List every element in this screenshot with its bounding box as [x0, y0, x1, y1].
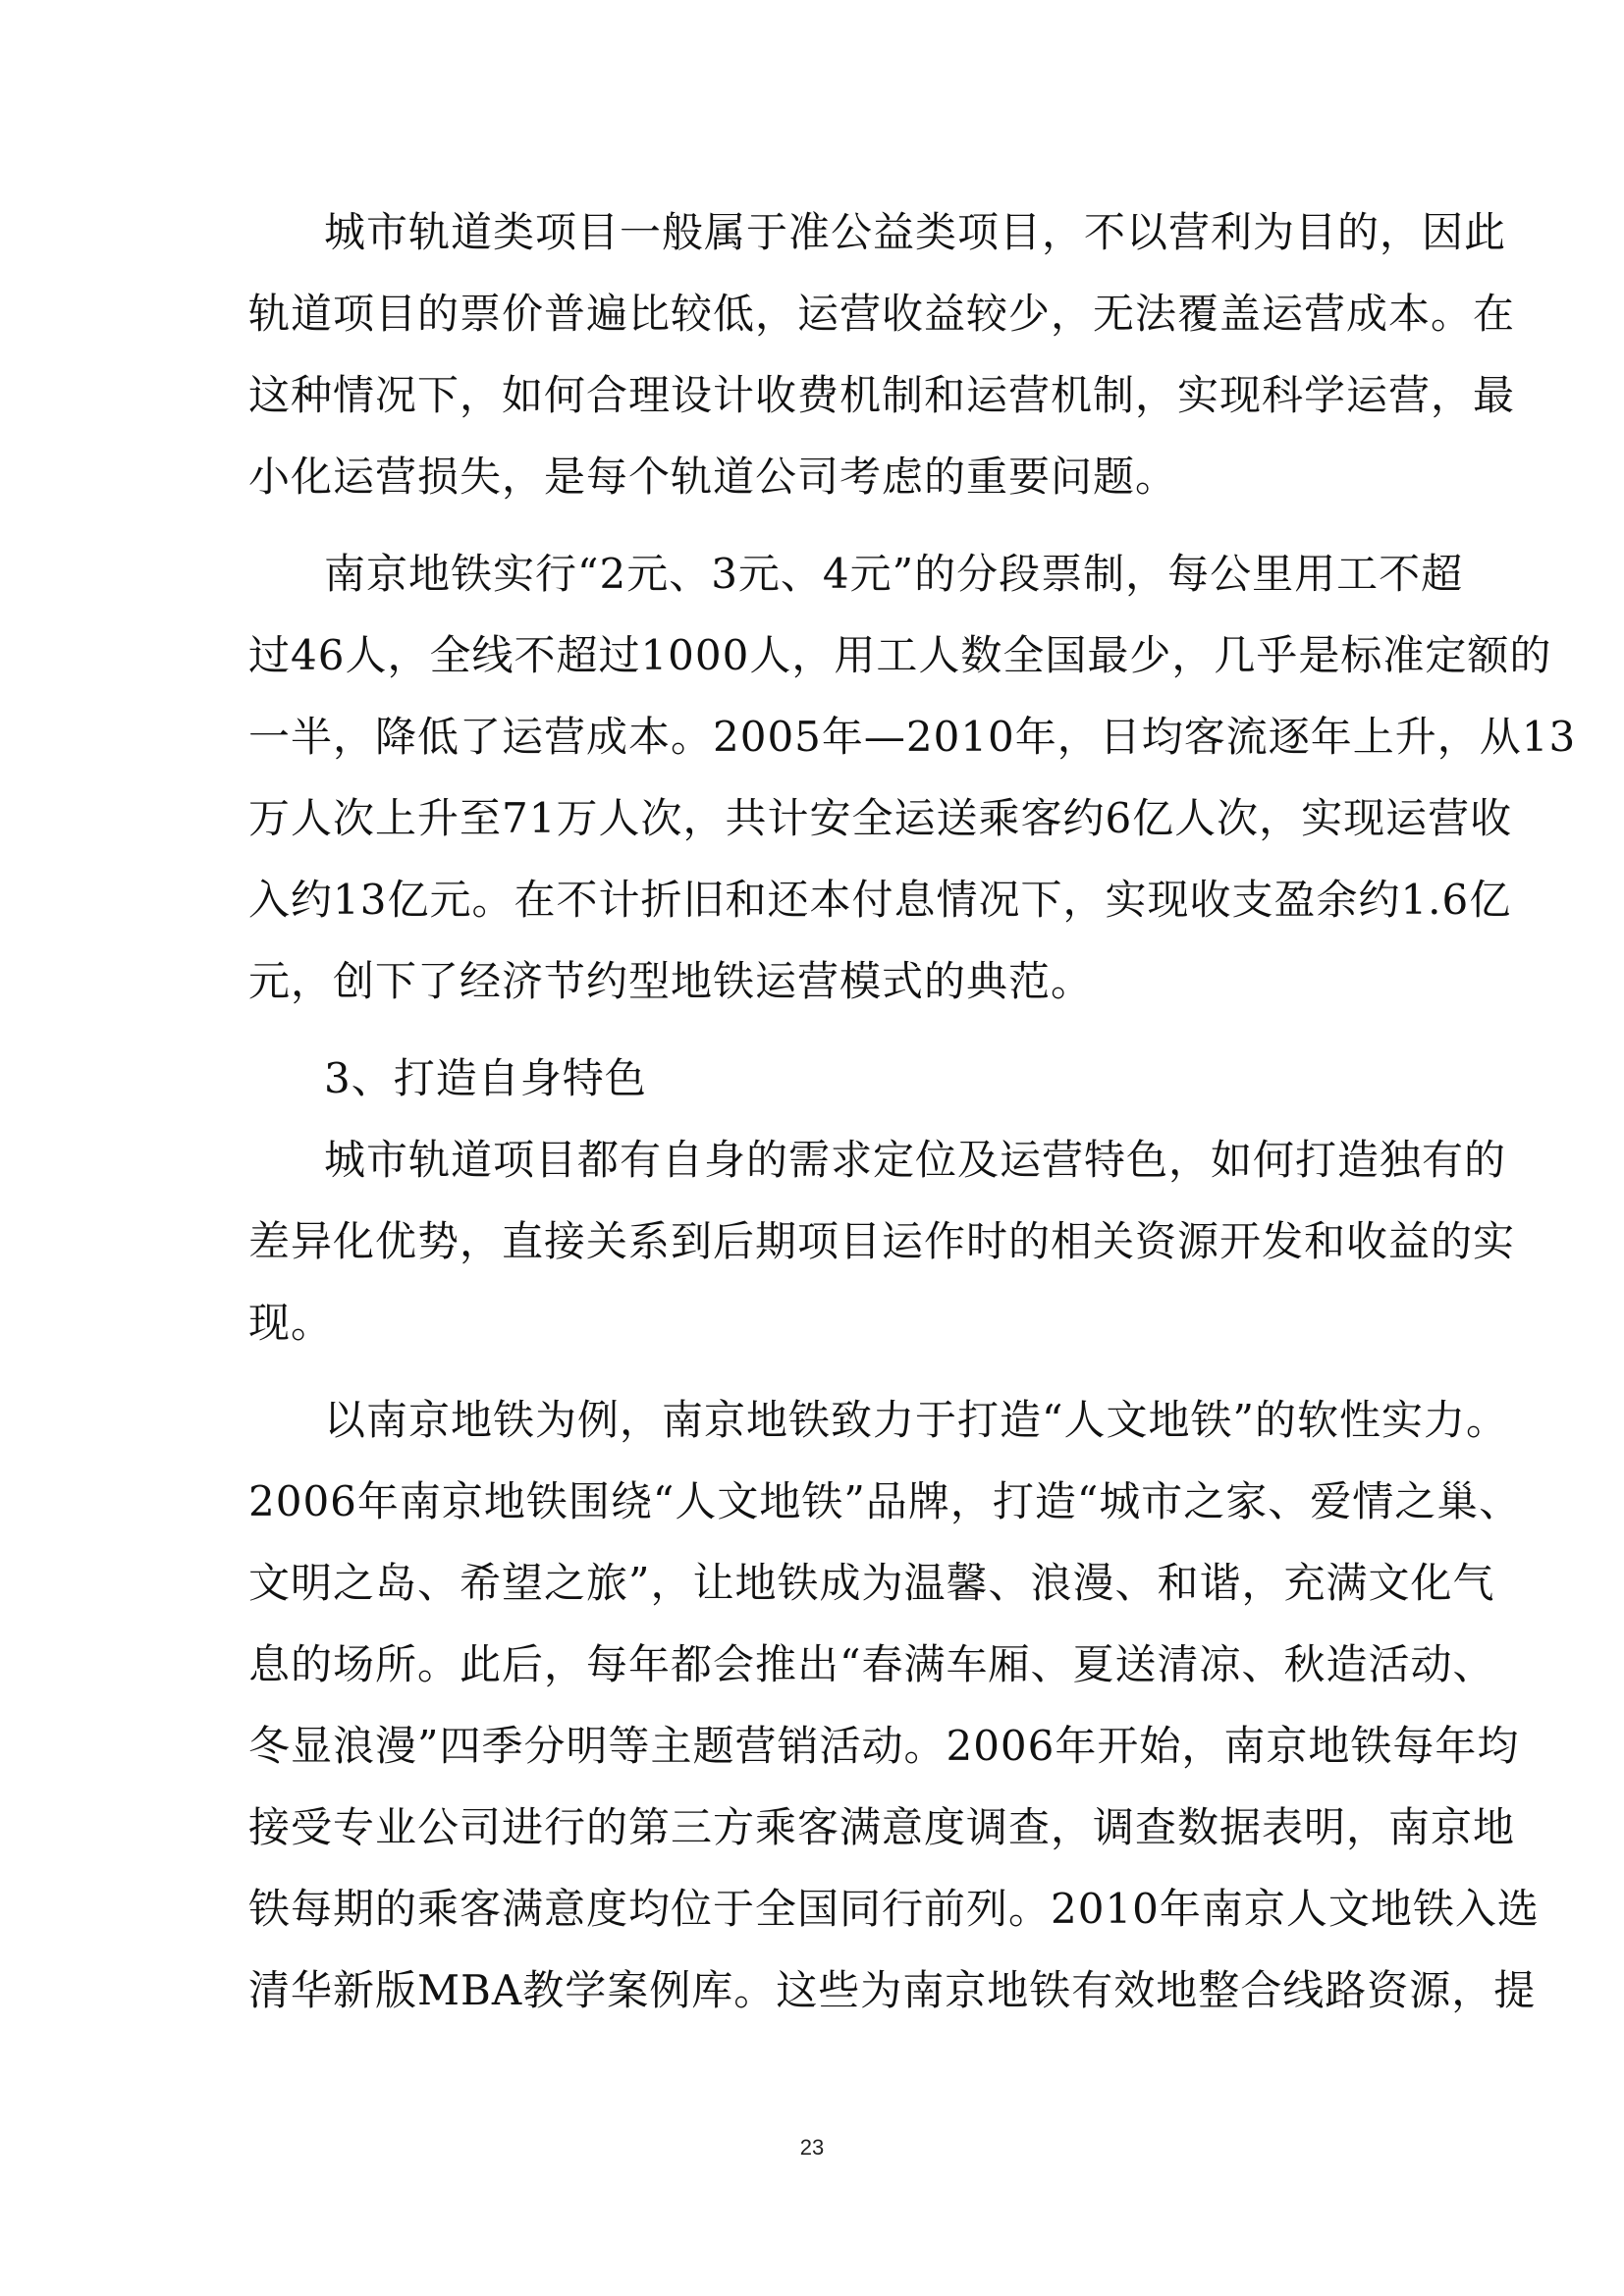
- paragraph-2-line-6: 元，创下了经济节约型地铁运营模式的典范。: [248, 957, 1094, 1005]
- paragraph-3-line-2: 差异化优势，直接关系到后期项目运作时的相关资源开发和收益的实: [248, 1217, 1516, 1265]
- paragraph-1-line-3: 这种情况下，如何合理设计收费机制和运营机制，实现科学运营，最: [248, 371, 1516, 419]
- paragraph-2-line-4: 万人次上升至71万人次，共计安全运送乘客约6亿人次，实现运营收: [248, 794, 1513, 842]
- section-heading: 3、打造自身特色: [324, 1054, 647, 1102]
- paragraph-1-line-1: 城市轨道类项目一般属于准公益类项目，不以营利为目的，因此: [324, 208, 1507, 256]
- paragraph-2-line-5: 入约13亿元。在不计折旧和还本付息情况下，实现收支盈余约1.6亿: [248, 876, 1512, 924]
- paragraph-4-line-8: 清华新版MBA教学案例库。这些为南京地铁有效地整合线路资源，提: [248, 1966, 1537, 2014]
- paragraph-1-line-2: 轨道项目的票价普遍比较低，运营收益较少，无法覆盖运营成本。在: [248, 290, 1516, 338]
- paragraph-2-line-2: 过46人，全线不超过1000人，用工人数全国最少，几乎是标准定额的: [248, 631, 1552, 679]
- paragraph-2-line-1: 南京地铁实行“2元、3元、4元”的分段票制，每公里用工不超: [324, 550, 1464, 598]
- paragraph-4-line-6: 接受专业公司进行的第三方乘客满意度调查，调查数据表明，南京地: [248, 1803, 1516, 1851]
- paragraph-4-line-4: 息的场所。此后，每年都会推出“春满车厢、夏送清凉、秋造活动、: [248, 1640, 1495, 1688]
- paragraph-4-line-7: 铁每期的乘客满意度均位于全国同行前列。2010年南京人文地铁入选: [248, 1885, 1540, 1933]
- page-number: 23: [799, 2135, 825, 2160]
- paragraph-3-line-1: 城市轨道项目都有自身的需求定位及运营特色，如何打造独有的: [324, 1136, 1507, 1184]
- paragraph-4-line-2: 2006年南京地铁围绕“人文地铁”品牌，打造“城市之家、爱情之巢、: [248, 1477, 1522, 1525]
- paragraph-4-line-1: 以南京地铁为例，南京地铁致力于打造“人文地铁”的软性实力。: [324, 1396, 1508, 1444]
- paragraph-3-line-3: 现。: [248, 1299, 334, 1347]
- paragraph-4-line-5: 冬显浪漫”四季分明等主题营销活动。2006年开始，南京地铁每年均: [248, 1722, 1520, 1770]
- paragraph-4-line-3: 文明之岛、希望之旅”，让地铁成为温馨、浪漫、和谐，充满文化气: [248, 1559, 1495, 1607]
- paragraph-2-line-3: 一半，降低了运营成本。2005年—2010年，日均客流逐年上升，从13: [248, 713, 1577, 761]
- paragraph-1-line-4: 小化运营损失，是每个轨道公司考虑的重要问题。: [248, 453, 1178, 501]
